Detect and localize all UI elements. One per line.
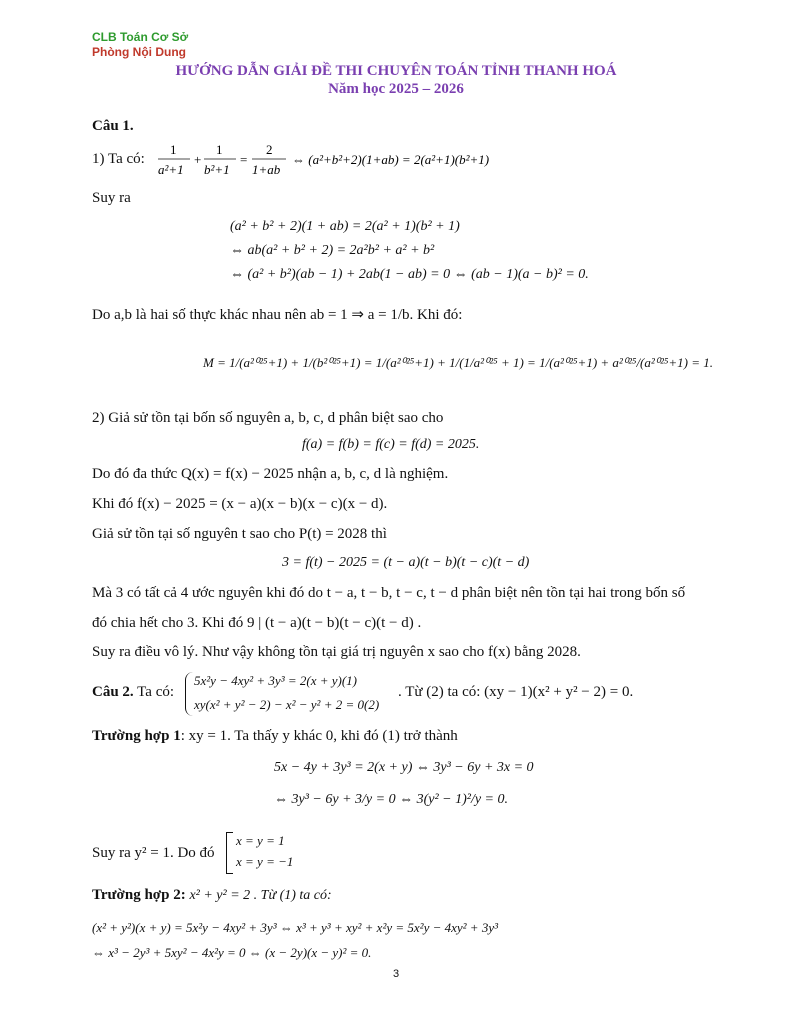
question-2-heading: Câu 2. <box>92 684 134 700</box>
case-1-equation-2: ⇔ 3y³ − 6y + 3/y = 0 ⇔ 3(y² − 1)²/y = 0. <box>274 792 509 807</box>
svg-text:=: = <box>240 152 248 167</box>
system-brace <box>185 672 194 716</box>
svg-text:a²+1: a²+1 <box>158 162 184 177</box>
case-2-line <box>92 887 332 904</box>
svg-text:1+ab: 1+ab <box>252 162 281 177</box>
polynomial-Q: Do đó đa thức Q(x) = f(x) − 2025 nhận a, b, c, d là nghiệm. <box>92 466 449 482</box>
part-1-equation <box>158 140 538 185</box>
system-equation-1: 5x²y − 4xy² + 3y³ = 2(x + y)(1) <box>194 673 357 688</box>
conclusion-ab: Do a,b là hai số thực khác nhau nên ab = 1 ⇒ a = 1/b. Khi đó: <box>92 307 463 323</box>
derivation-line-3: ⇔ (a² + b²)(ab − 1) + 2ab(1 − ab) = 0 ⇔ (ab − 1)(a − b)² = 0. <box>230 267 589 282</box>
case-1-line <box>92 728 458 745</box>
club-name: CLB Toán Cơ Sở <box>92 30 189 44</box>
case-1-label: Trường hợp 1 <box>92 728 181 744</box>
question-2-lead <box>92 684 174 701</box>
derivation-line-2: ⇔ ab(a² + b² + 2) = 2a²b² + a² + b² <box>230 243 435 258</box>
solution-2: x = y = −1 <box>236 854 294 869</box>
case-2-equation-1: (x² + y²)(x + y) = 5x²y − 4xy² + 3y³ ⇔ x³ + y³ + xy² + x²y = 5x²y − 4xy² + 3y³ <box>92 920 498 935</box>
svg-text:⇔ (a²+b²+2)(1+ab) = 2(a²+1)(b²: ⇔ (a²+b²+2)(1+ab) = 2(a²+1)(b²+1) <box>292 152 490 167</box>
svg-text:1: 1 <box>216 142 223 157</box>
assume-t-line: Giả sử tồn tại số nguyên t sao cho P(t) = 2028 thì <box>92 526 387 542</box>
part-2-equation: f(a) = f(b) = f(c) = f(d) = 2025. <box>302 437 480 452</box>
factorization-line: Khi đó f(x) − 2025 = (x − a)(x − b)(x − c)(x − d). <box>92 496 388 512</box>
question-1-heading: Câu 1. <box>92 118 134 134</box>
school-year: Năm học 2025 – 2026 <box>328 81 464 97</box>
case-2-text: x² + y² = 2 . Từ (1) ta có: <box>189 888 332 903</box>
solution-1: x = y = 1 <box>236 833 285 848</box>
three-equation: 3 = f(t) − 2025 = (t − a)(t − b)(t − c)(t − d) <box>282 555 530 570</box>
svg-text:+: + <box>194 152 202 167</box>
case-1-equation-1: 5x − 4y + 3y³ = 2(x + y) ⇔ 3y³ − 6y + 3x = 0 <box>274 760 534 775</box>
case-bracket <box>226 832 233 874</box>
divisor-argument: Mà 3 có tất cả 4 ước nguyên khi đó do t − a, t − b, t − c, t − d phân biệt nên tồn tại hai trong bốn số <box>92 585 686 601</box>
part-2-lead: 2) Giả sử tồn tại bốn số nguyên a, b, c, d phân biệt sao cho <box>92 410 444 426</box>
case-1-text: : xy = 1. Ta thấy y khác 0, khi đó (1) trở thành <box>180 728 458 744</box>
svg-text:1: 1 <box>170 142 177 157</box>
suy-ra-label: Suy ra <box>92 190 131 206</box>
document-title: HƯỚNG DẪN GIẢI ĐỀ THI CHUYÊN TOÁN TỈNH THANH HOÁ <box>175 63 617 79</box>
contradiction-line: Suy ra điều vô lý. Như vậy không tồn tại giá trị nguyên x sao cho f(x) bằng 2028. <box>92 644 581 660</box>
svg-text:b²+1: b²+1 <box>204 162 230 177</box>
divisible-by-3-line: đó chia hết cho 3. Khi đó 9 | (t − a)(t − b)(t − c)(t − d) . <box>92 615 422 631</box>
system-equation-2: xy(x² + y² − 2) − x² − y² + 2 = 0(2) <box>194 697 380 712</box>
M-computation: M = 1/(a²⁰²⁵+1) + 1/(b²⁰²⁵+1) = 1/(a²⁰²⁵+1) + 1/(1/a²⁰²⁵ + 1) = 1/(a²⁰²⁵+1) + a²⁰²⁵/(a²⁰²⁵+1) = 1. <box>203 355 714 370</box>
case-2-label: Trường hợp 2: <box>92 887 186 903</box>
page-number: 3 <box>392 968 400 980</box>
y-squared-line: Suy ra y² = 1. Do đó <box>92 845 215 861</box>
department-name: Phòng Nội Dung <box>92 45 186 59</box>
svg-text:2: 2 <box>266 142 273 157</box>
from-equation-2: . Từ (2) ta có: (xy − 1)(x² + y² − 2) = 0. <box>398 684 634 700</box>
case-2-equation-2: ⇔ x³ − 2y³ + 5xy² − 4x²y = 0 ⇔ (x − 2y)(x − y)² = 0. <box>92 945 372 960</box>
part-1-lead: 1) Ta có: <box>92 151 145 167</box>
derivation-line-1: (a² + b² + 2)(1 + ab) = 2(a² + 1)(b² + 1) <box>230 219 460 234</box>
question-2-ta-co: Ta có: <box>137 684 175 700</box>
